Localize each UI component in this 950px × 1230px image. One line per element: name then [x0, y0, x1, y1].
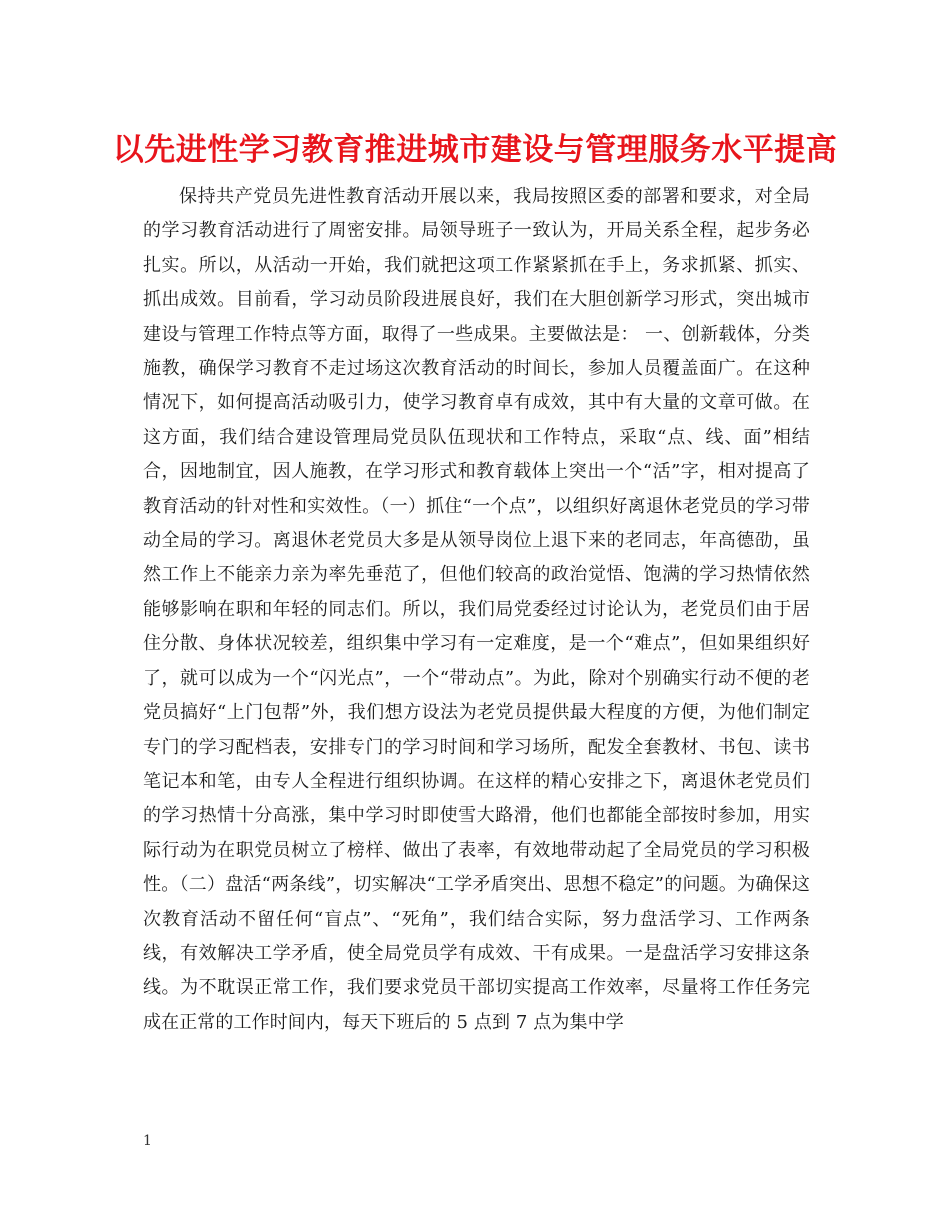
- page-number: 1: [143, 1133, 152, 1149]
- document-body-paragraph: 保持共产党员先进性教育活动开展以来，我局按照区委的部署和要求，对全局的学习教育活动进行了周密安排。局领导班子一致认为，开局关系全程，起步务必扎实。所以，从活动一开始，我们就把这项工作紧紧抓在手上，务求抓紧、抓实、抓出成效。目前看，学习动员阶段进展良好，我们在大胆创新学习形式，突出城市建设与管理工作特点等方面，取得了一些成果。主要做法是： 一、创新载体，分类施教，确保学习教育不走过场这次教育活动的时间长，参加人员覆盖面广。在这种情况下，如何提高活动吸引力，使学习教育卓有成效，其中有大量的文章可做。在这方面，我们结合建设管理局党员队伍现状和工作特点，采取“点、线、面”相结合，因地制宜，因人施教，在学习形式和教育载体上突出一个“活”字，相对提高了教育活动的针对性和实效性。（一）抓住“一个点”，以组织好离退休老党员的学习带动全局的学习。离退休老党员大多是从领导岗位上退下来的老同志，年高德劭，虽然工作上不能亲力亲为率先垂范了，但他们较高的政治觉悟、饱满的学习热情依然能够影响在职和年轻的同志们。所以，我们局党委经过讨论认为，老党员们由于居住分散、身体状况较差，组织集中学习有一定难度，是一个“难点”，但如果组织好了，就可以成为一个“闪光点”，一个“带动点”。为此，除对个别确实行动不便的老党员搞好“上门包帮”外，我们想方设法为老党员提供最大程度的方便，为他们制定专门的学习配档表，安排专门的学习时间和学习场所，配发全套教材、书包、读书笔记本和笔，由专人全程进行组织协调。在这样的精心安排之下，离退休老党员们的学习热情十分高涨，集中学习时即使雪大路滑，他们也都能全部按时参加，用实际行动为在职党员树立了榜样、做出了表率，有效地带动起了全局党员的学习积极性。（二）盘活“两条线”，切实解决“工学矛盾突出、思想不稳定”的问题。为确保这次教育活动不留任何“盲点”、“死角”，我们结合实际，努力盘活学习、工作两条线，有效解决工学矛盾，使全局党员学有成效、干有成果。一是盘活学习安排这条线。为不耽误正常工作，我们要求党员干部切实提高工作效率，尽量将工作任务完成在正常的工作时间内，每天下班后的 5 点到 7 点为集中学: [143, 186, 810, 1033]
- document-title: 以先进性学习教育推进城市建设与管理服务水平提高: [112, 132, 838, 168]
